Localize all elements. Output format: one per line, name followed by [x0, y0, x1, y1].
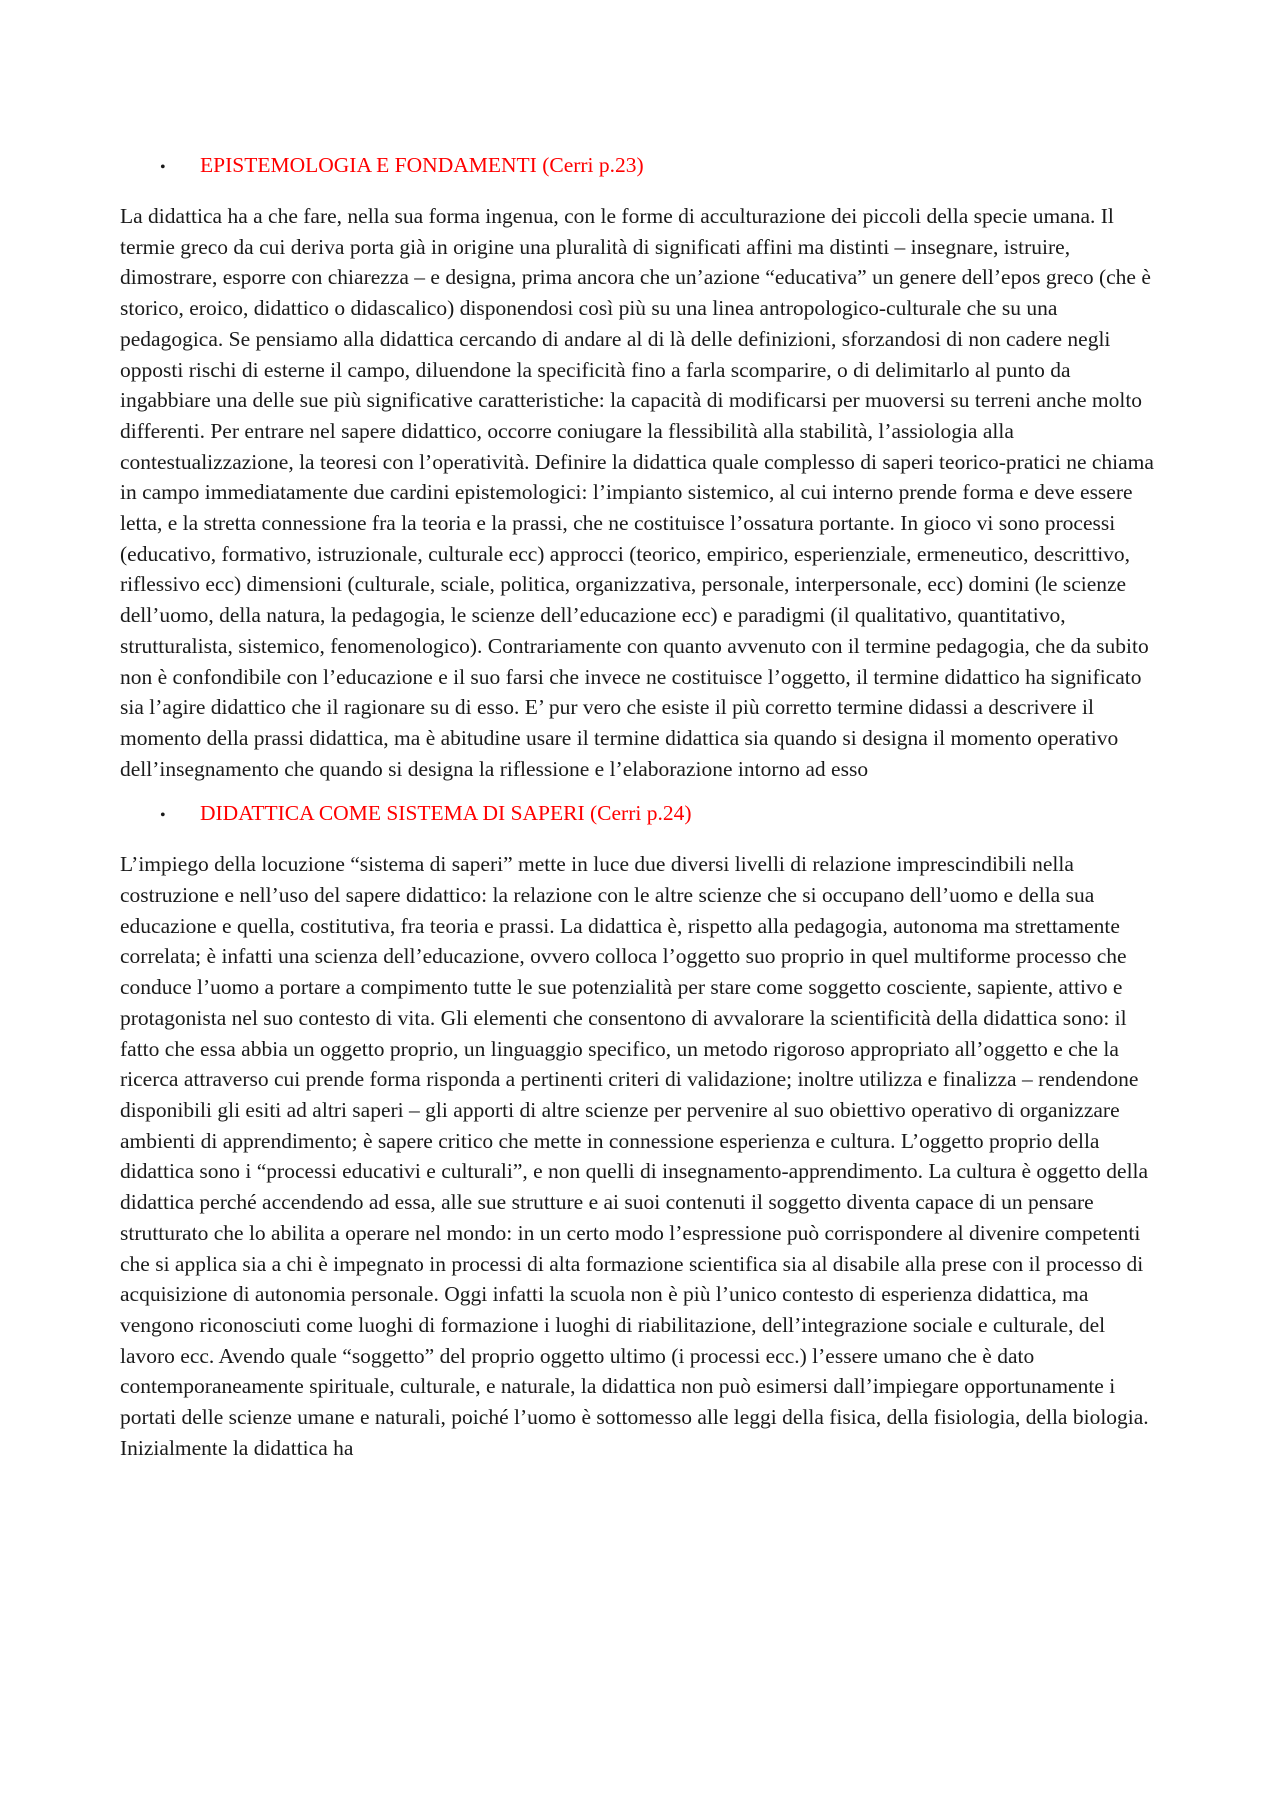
bullet-icon: •: [160, 807, 166, 825]
heading-text: DIDATTICA COME SISTEMA DI SAPERI (Cerri p.24): [200, 801, 692, 826]
document-page: [120, 150, 1165, 1477]
paragraph-epistemologia: La didattica ha a che fare, nella sua forma ingenua, con le forme di acculturazione dei piccoli della specie umana. Il termie greco da cui deriva porta già in origine una pluralità di significati affini ma distinti – insegnare, istruire, dimostrare, esporre con chiarezza – e designa, prima ancora che un’azione “educativa” un genere dell’epos greco (che è storico, eroico, didattico o didascalico) disponendosi così più su una linea antropologico-culturale che su una pedagogica. Se pensiamo alla didattica cercando di andare al di là delle definizioni, sforzandosi di non cadere negli opposti rischi di esterne il campo, diluendone la specificità fino a farla scomparire, o di delimitarlo al punto da ingabbiare una delle sue più significative caratteristiche: la capacità di modificarsi per muoversi su terreni anche molto differenti. Per entrare nel sapere didattico, occorre coniugare la flessibilità alla stabilità, l’assiologia alla contestualizzazione, la teoresi con l’operatività. Definire la didattica quale complesso di saperi teorico-pratici ne chiama in campo immediatamente due cardini epistemologici: l’impianto sistemico, al cui interno prende forma e deve essere letta, e la stretta connessione fra la teoria e la prassi, che ne costituisce l’ossatura portante. In gioco vi sono processi (educativo, formativo, istruzionale, culturale ecc) approcci (teorico, empirico, esperienziale, ermeneutico, descrittivo, riflessivo ecc) dimensioni (culturale, sciale, politica, organizzativa, personale, interpersonale, ecc) domini (le scienze dell’uomo, della natura, la pedagogia, le scienze dell’educazione ecc) e paradigmi (il qualitativo, quantitativo, strutturalista, sistemico, fenomenologico). Contrariamente con quanto avvenuto con il termine pedagogia, che da subito non è confondibile con l’educazione e il suo farsi che invece ne costituisce l’oggetto, il termine didattico ha significato sia l’agire didattico che il ragionare su di esso. E’ pur vero che esiste il più corretto termine didassi a descrivere il momento della prassi didattica, ma è abitudine usare il termine didattica sia quando si designa il momento operativo dell’insegnamento che quando si designa la riflessione e l’elaborazione intorno ad esso: [120, 204, 1154, 781]
paragraph-sistema-saperi: L’impiego della locuzione “sistema di saperi” mette in luce due diversi livelli di relazione imprescindibili nella costruzione e nell’uso del sapere didattico: la relazione con le altre scienze che si occupano dell’uomo e della sua educazione e quella, costitutiva, fra teoria e prassi. La didattica è, rispetto alla pedagogia, autonoma ma strettamente correlata; è infatti una scienza dell’educazione, ovvero colloca l’oggetto suo proprio in quel multiforme processo che conduce l’uomo a portare a compimento tutte le sue potenzialità per stare come soggetto cosciente, sapiente, attivo e protagonista nel suo contesto di vita. Gli elementi che consentono di avvalorare la scientificità della didattica sono: il fatto che essa abbia un oggetto proprio, un linguaggio specifico, un metodo rigoroso appropriato all’oggetto e che la ricerca attraverso cui prende forma risponda a pertinenti criteri di validazione; inoltre utilizza e finalizza – rendendone disponibili gli esiti ad altri saperi – gli apporti di altre scienze per pervenire al suo obiettivo operativo di organizzare ambienti di apprendimento; è sapere critico che mette in connessione esperienza e cultura. L’oggetto proprio della didattica sono i “processi educativi e culturali”, e non quelli di insegnamento-apprendimento. La cultura è oggetto della didattica perché accendendo ad essa, alle sue strutture e ai suoi contenuti il soggetto diventa capace di un pensare strutturato che lo abilita a operare nel mondo: in un certo modo l’espressione può corrispondere al divenire competenti che si applica sia a chi è impegnato in processi di alta formazione scientifica sia al disabile alla prese con il processo di acquisizione di autonomia personale. Oggi infatti la scuola non è più l’unico contesto di esperienza didattica, ma vengono riconosciuti come luoghi di formazione i luoghi di riabilitazione, dell’integrazione sociale e culturale, del lavoro ecc. Avendo quale “soggetto” del proprio oggetto ultimo (i processi ecc.) l’essere umano che è dato contemporaneamente spirituale, culturale, e naturale, la didattica non può esimersi dall’impiegare opportunamente i portati delle scienze umane e naturali, poiché l’uomo è sottomesso alle leggi della fisica, della fisiologia, della biologia. Inizialmente la didattica ha: [120, 852, 1149, 1460]
section-heading-sistema-saperi: [160, 798, 1165, 831]
section-heading-epistemologia: [160, 150, 1165, 183]
heading-text: EPISTEMOLOGIA E FONDAMENTI (Cerri p.23): [200, 153, 644, 177]
bullet-icon: •: [160, 159, 166, 176]
